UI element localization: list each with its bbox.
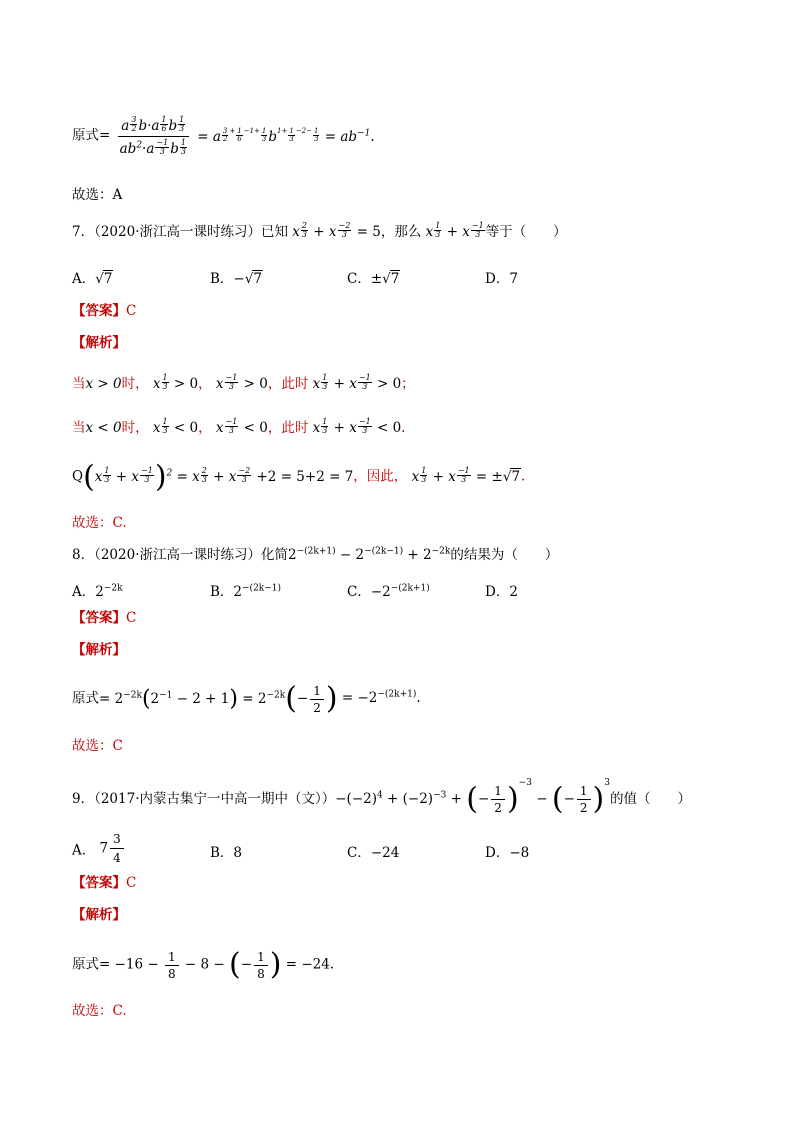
q9-option-d: D．−8 <box>485 845 530 861</box>
q9-analysis-formula: 原式= −16 − $\frac{1}{8}$ − 8 − (− $\frac{1}{8}$ ) = −24. <box>72 947 335 982</box>
q7-analysis-tag: 【解析】 <box>72 335 126 351</box>
q7-stem: 7．（2020·浙江高一课时练习）已知 x $\frac{2}{3}$ + x $\frac{-2}{3}$ = 5，那么 x $\frac{1}{3}$ + x $\frac{-1}{3}$ 等于（ ） <box>72 221 567 240</box>
q7-given-equation: x $\frac{2}{3}$ + x $\frac{-2}{3}$ = 5 <box>292 221 381 240</box>
q7-choose: 故选：C. <box>72 515 127 531</box>
q9-option-a: A． 7 $\frac{3}{4}$ <box>72 832 126 865</box>
q7-option-b: B．−√7 <box>210 271 262 287</box>
q8-source: （2020·浙江高一课时练习） <box>94 547 261 563</box>
q9-option-b: B．8 <box>210 845 243 861</box>
q8-option-a: A．$2^{-2k}$ <box>72 583 123 600</box>
q7-option-c: C．±√7 <box>347 271 400 287</box>
q6-choose: 故选：A <box>72 187 123 203</box>
q8-stem: 8．（2020·浙江高一课时练习）化简$2^{-(2k+1)} - 2^{-(2k-1)} + 2^{-2k}$的结果为（ ） <box>72 546 559 563</box>
q6-formula-line: 原式= a $\frac{3}{2}$ b·a $\frac{1}{6}$ b $\frac{1}{3}$ $ab^2\cdot a$ $\frac{-1}{3}$ b $\frac{1}{3}$ = a $\frac{3}{2}$ + $\frac{1}{6}$ $^{-1+}$ $\frac{1}{3}$ $b^{1+}$ $\frac{1}{3}$ $^{-2-}$ $\frac{1}{3}$ = $ab^{-1}$. <box>72 115 375 157</box>
q9-stem: 9．（2017·内蒙古集宁一中高一期中（文））$-(-2)^4 + (-2)^{-3}$ + (− $\frac{1}{2}$ )$^{-3}$ − (− $\frac{1}{2}$ )$^3$的值（ ） <box>72 778 691 817</box>
q9-choose: 故选：C. <box>72 1003 127 1019</box>
q6-exponent-expression: = a $\frac{3}{2}$ + $\frac{1}{6}$ $^{-1+}$ $\frac{1}{3}$ $b^{1+}$ $\frac{1}{3}$ $^{-2-}$ $\frac{1}{3}$ = $ab^{-1}$. <box>197 126 375 145</box>
q8-option-d: D．2 <box>485 584 518 600</box>
q6-fraction <box>117 116 191 156</box>
q8-option-c: C．$-2^{-(2k+1)}$ <box>347 583 430 600</box>
q7-target-expression: x $\frac{1}{3}$ + x $\frac{-1}{3}$ <box>425 221 484 240</box>
q8-choose: 故选：C <box>72 738 123 754</box>
q8-expression: $2^{-(2k+1)} - 2^{-(2k-1)} + 2^{-2k}$ <box>288 546 451 563</box>
q7-option-a: A．√7 <box>72 271 113 287</box>
q7-analysis-line-2: 当x < 0时， x $\frac{1}{3}$ < 0， x $\frac{-1}{3}$ < 0，此时 x $\frac{1}{3}$ + x $\frac{-1}{3}$ < 0. <box>72 417 406 436</box>
q9-answer: 【答案】C <box>72 875 137 891</box>
q6-lead: 原式 <box>72 127 99 144</box>
q9-expression: $-(-2)^4 + (-2)^{-3}$ + <box>335 790 467 807</box>
q8-analysis-formula: 原式= $2^{-2k}(2^{-1} - 2 + 1) = 2^{-2k}(-$ $\frac{1}{2}$ ) = $-2^{-(2k+1)}$. <box>72 681 421 716</box>
q6-numerator: a $\frac{3}{2}$ b·a $\frac{1}{6}$ b $\frac{1}{3}$ <box>118 116 189 137</box>
q9-analysis-tag: 【解析】 <box>72 907 126 923</box>
q8-analysis-tag: 【解析】 <box>72 642 126 658</box>
q8-answer: 【答案】C <box>72 610 137 626</box>
q7-analysis-line-3: Q(x $\frac{1}{3}$ + x $\frac{-1}{3}$ )$^2$ = x $\frac{2}{3}$ + x $\frac{-2}{3}$ +2 = 5+2 = 7，因此， x $\frac{1}{3}$ + x $\frac{-1}{3}$ = ±√7. <box>72 459 526 494</box>
q8-option-b: B．$2^{-(2k-1)}$ <box>210 583 282 600</box>
q7-analysis-line-1: 当x > 0时， x $\frac{1}{3}$ > 0， x $\frac{-1}{3}$ > 0，此时 x $\frac{1}{3}$ + x $\frac{-1}{3}$ > 0； <box>72 373 415 392</box>
q9-option-c: C．−24 <box>347 845 400 861</box>
q9-source: （2017·内蒙古集宁一中高一期中（文）） <box>94 790 336 807</box>
q7-option-d: D．7 <box>485 271 518 287</box>
q7-answer: 【答案】C <box>72 303 137 319</box>
q7-source: （2020·浙江高一课时练习） <box>94 224 261 240</box>
q6-denominator: $ab^2\cdot a$ $\frac{-1}{3}$ b $\frac{1}{3}$ <box>119 137 186 157</box>
